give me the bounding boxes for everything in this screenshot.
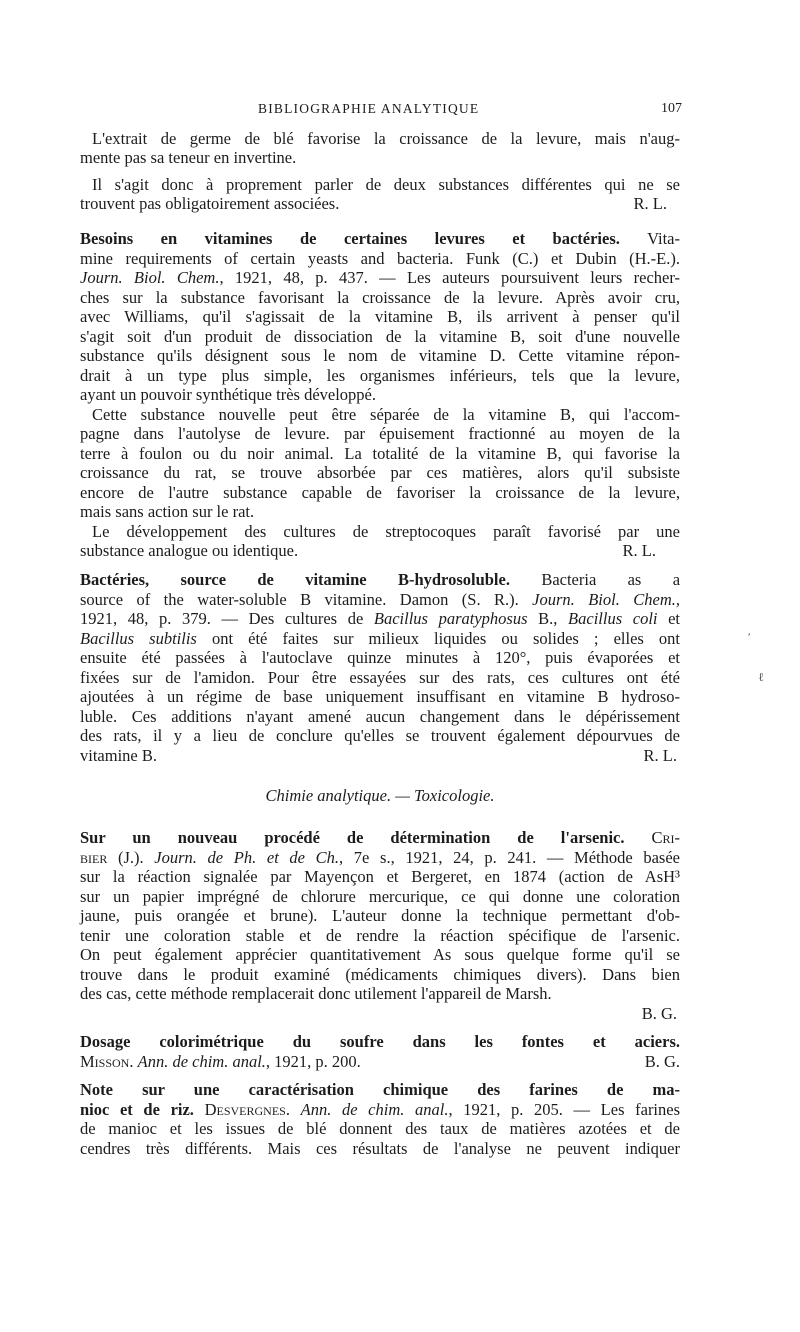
text-line: Misson. Ann. de chim. anal., 1921, p. 200.	[80, 1052, 361, 1071]
text-line: mine requirements of certain yeasts and bacteria. Funk (C.) et Dubin (H.-E.).	[80, 249, 680, 268]
text-line: L'extrait de germe de blé favorise la croissance de la levure, mais n'aug-	[92, 129, 680, 148]
text-line: Il s'agit donc à proprement parler de deux substances différentes qui ne se	[92, 175, 680, 194]
text-line: des rats, il y a lieu de conclure qu'elles se trouvent également dépourvues de	[80, 726, 680, 745]
article-title: nioc et de riz.	[80, 1100, 194, 1119]
text-line: sur un papier imprégné de chlorure mercurique, ce qui donne une coloration	[80, 887, 680, 906]
text-line: ches sur la substance favorisant la croissance de la levure. Après avoir cru,	[80, 288, 680, 307]
text-line: bier (J.). Journ. de Ph. et de Ch., 7e s., 1921, 24, p. 241. — Méthode basée	[80, 848, 680, 867]
text-line: sur la réaction signalée par Mayençon et Bergeret, en 1874 (action de AsH³	[80, 867, 680, 886]
text-line: Cette substance nouvelle peut être séparée de la vitamine B, qui l'accom-	[92, 405, 680, 424]
signature: R. L.	[643, 746, 677, 765]
article-title-line: Bactéries, source de vitamine B-hydrosoluble. Bacteria as a	[80, 570, 681, 589]
text-line: 1921, 48, p. 379. — Des cultures de Bacillus paratyphosus B., Bacillus coli et	[80, 609, 681, 628]
text-line: substance analogue ou identique.	[80, 541, 299, 560]
signature: B. G.	[641, 1004, 677, 1023]
text-line: pagne dans l'autolyse de levure. par épuisement fractionné au moyen de la	[80, 424, 680, 443]
section-heading: Chimie analytique. — Toxicologie.	[265, 786, 495, 805]
article-title: Bactéries, source de vitamine B-hydrosoluble.	[80, 570, 510, 589]
signature: B. G.	[644, 1052, 680, 1071]
signature: R. L.	[622, 541, 656, 560]
article-title: Besoins en vitamines de certaines levures et bactéries.	[80, 229, 620, 248]
text-line: jaune, puis orangée et brune). L'auteur donne la technique permettant d'ob-	[80, 906, 680, 925]
text-line: Le développement des cultures de streptocoques paraît favorisé par une	[92, 522, 680, 541]
text-line: ensuite été passées à l'autoclave quinze minutes à 120°, puis évaporées et	[80, 648, 680, 667]
text-line: tenir une coloration stable et de rendre la réaction spécifique de l'arsenic.	[80, 926, 680, 945]
text-line: croissance du rat, se trouve absorbée par ces matières, alors qu'il subsiste	[80, 463, 680, 482]
text-line: Bacillus subtilis ont été faites sur milieux liquides ou solides ; elles ont	[80, 629, 680, 648]
page-number: 107	[661, 101, 682, 116]
text-line: mais sans action sur le rat.	[80, 502, 255, 521]
text-line: nioc et de riz. Desvergnes. Ann. de chim. anal., 1921, p. 205. — Les farines	[80, 1100, 681, 1119]
text-line: cendres très différents. Mais ces résultats de l'analyse ne peuvent indiquer	[80, 1139, 680, 1158]
running-title: BIBLIOGRAPHIE ANALYTIQUE	[258, 101, 480, 116]
text-line: trouve dans le produit examiné (médicaments chimiques divers). Dans bien	[80, 965, 680, 984]
margin-mark: ℓ	[758, 670, 764, 684]
article-title-line: Sur un nouveau procédé de détermination de l'arsenic. Cri-	[80, 828, 680, 847]
article-title: Sur un nouveau procédé de détermination de l'arsenic.	[80, 828, 625, 847]
text-line: vitamine B.	[80, 746, 157, 765]
text-line: fixées sur de l'amidon. Pour être essayées sur des rats, ces cultures ont été	[80, 668, 680, 687]
text-line: ayant un pouvoir synthétique très développé.	[80, 385, 377, 404]
text-line: source of the water-soluble B vitamine. Damon (S. R.). Journ. Biol. Chem.,	[80, 590, 680, 609]
text-line: de manioc et les issues de blé donnent des taux de matières azotées et de	[80, 1119, 680, 1138]
text-line: s'agit soit d'un produit de dissociation de la vitamine B, soit d'une nouvelle	[80, 327, 680, 346]
article-title-line	[80, 1032, 680, 1051]
text-line: luble. Ces additions n'ayant amené aucun changement dans le dépérissement	[80, 707, 680, 726]
margin-mark: ʹ	[748, 630, 751, 644]
text-line: avec Williams, qu'il s'agissait de la vitamine B, ils arrivent à penser qu'il	[80, 307, 680, 326]
text-line: des cas, cette méthode remplacerait donc utilement l'appareil de Marsh.	[80, 984, 552, 1003]
article-title: Dosage colorimétrique du soufre dans les fontes et aciers.	[80, 1032, 680, 1051]
text-line: mente pas sa teneur en invertine.	[80, 148, 297, 167]
article-title-line: Besoins en vitamines de certaines levures et bactéries. Vita-	[80, 229, 680, 248]
text-line: encore de l'autre substance capable de favoriser la croissance de la levure,	[80, 483, 680, 502]
text-line: substance qu'ils désignent sous le nom de vitamine D. Cette vitamine répon-	[80, 346, 680, 365]
text-line: drait à un type plus simple, les organismes inférieurs, tels que la levure,	[80, 366, 680, 385]
signature: R. L.	[633, 194, 667, 213]
text-line: ajoutées à un régime de base uniquement insuffisant en vitamine B hydroso-	[80, 687, 680, 706]
text-line: terre à foulon ou du noir animal. La totalité de la vitamine B, qui favorise la	[80, 444, 680, 463]
text-line: trouvent pas obligatoirement associées.	[80, 194, 340, 213]
article-title-line: Note sur une caractérisation chimique des farines de ma-	[80, 1080, 680, 1099]
text-line: Journ. Biol. Chem., 1921, 48, p. 437. — Les auteurs poursuivent leurs recher-	[80, 268, 680, 287]
text-line: On peut également apprécier quantitativement As sous quelque forme qu'il se	[80, 945, 680, 964]
